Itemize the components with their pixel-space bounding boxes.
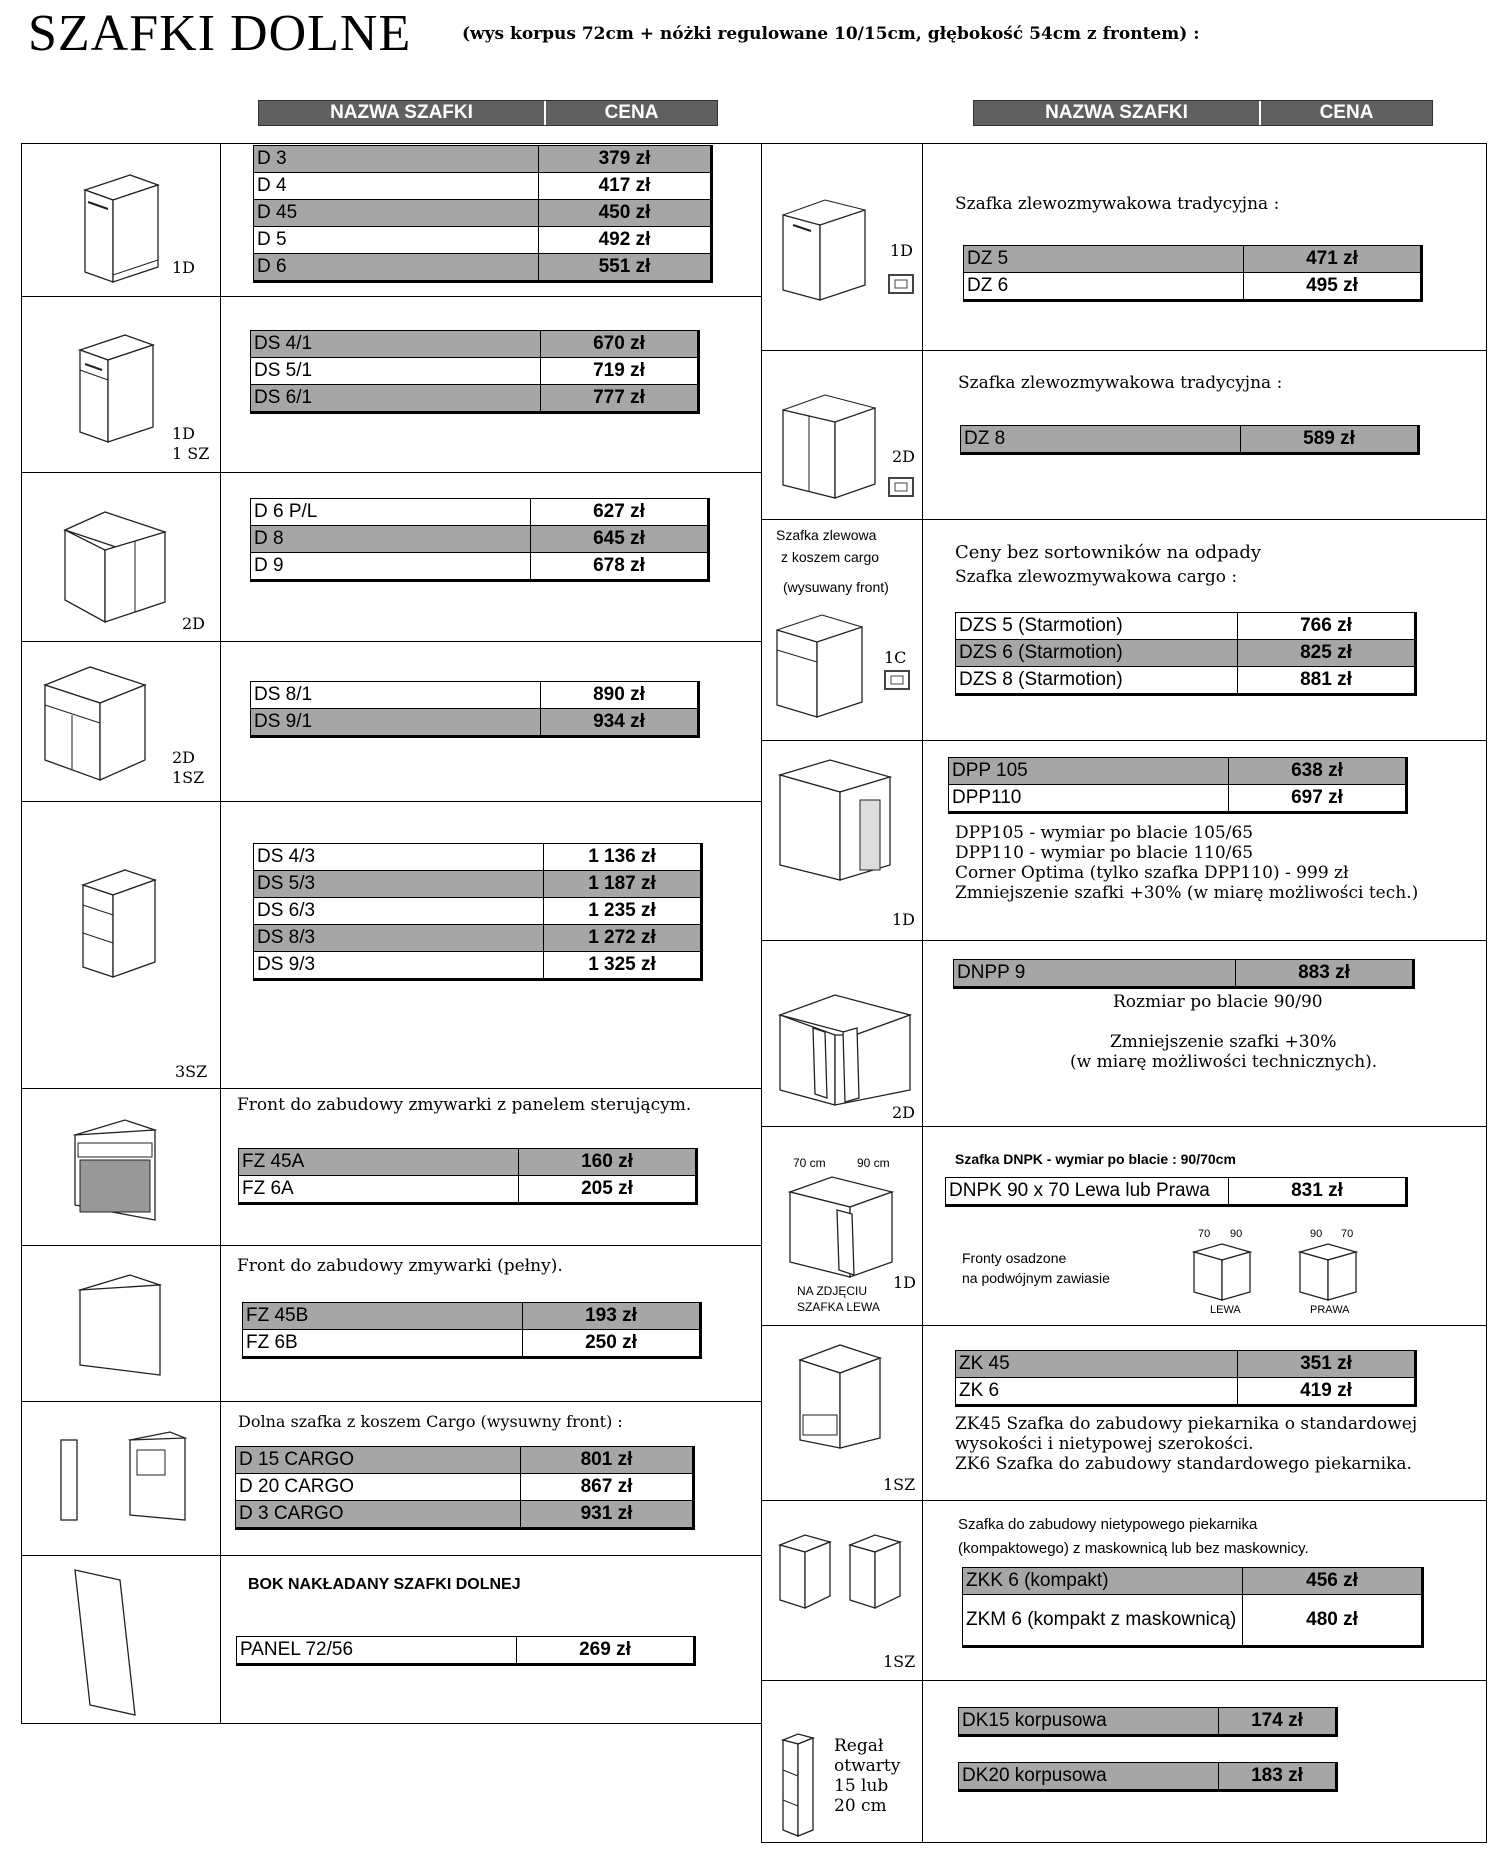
code-label: 2D [892, 447, 916, 466]
price-cell: 931 zł [521, 1501, 694, 1529]
note-line: ZK6 Szafka do zabudowy standardowego piekarnika. [955, 1454, 1412, 1474]
name-cell: DS 6/1 [251, 385, 541, 413]
name-cell: D 15 CARGO [236, 1447, 521, 1474]
price-row [956, 1351, 1416, 1378]
price-table [253, 843, 703, 981]
name-cell: DK20 korpusowa [959, 1763, 1219, 1791]
corner-cabinet-icon [775, 755, 895, 885]
name-cell: DZ 5 [964, 246, 1244, 273]
price-table [960, 425, 1420, 455]
price-row [956, 1378, 1416, 1406]
price-row [251, 709, 699, 737]
note-line: ZK45 Szafka do zabudowy piekarnika o standardowej [955, 1414, 1418, 1434]
price-row [949, 758, 1407, 785]
name-cell: DZS 6 (Starmotion) [956, 640, 1238, 667]
price-row [961, 426, 1419, 454]
price-row [251, 682, 699, 709]
name-cell: DS 9/1 [251, 709, 541, 737]
name-cell: DZ 6 [964, 273, 1244, 301]
price-cell: 883 zł [1236, 960, 1414, 988]
name-cell: DZS 8 (Starmotion) [956, 667, 1238, 695]
price-table [962, 1567, 1424, 1648]
section-description: Szafka zlewozmywakowa tradycyjna : [955, 194, 1280, 214]
name-cell: DZS 5 (Starmotion) [956, 613, 1238, 640]
name-cell: DS 5/1 [251, 358, 541, 385]
cabinet-drawer-icon [70, 320, 170, 450]
price-cell: 417 zł [539, 173, 712, 200]
code-label: 1D [890, 241, 914, 260]
name-cell: FZ 6A [239, 1176, 519, 1204]
price-row [251, 526, 709, 553]
price-row [237, 1637, 695, 1665]
shelf-label: 15 lub [834, 1776, 889, 1796]
section-description: Szafka zlewozmywakowa tradycyjna : [958, 373, 1283, 393]
name-cell: DS 4/3 [254, 844, 544, 871]
price-row [956, 667, 1416, 695]
name-cell: D 3 [254, 146, 539, 173]
price-cell: 495 zł [1244, 273, 1422, 301]
price-cell: 160 zł [519, 1149, 697, 1176]
price-row [959, 1708, 1337, 1736]
page-subtitle: (wys korpus 72cm + nóżki regulowane 10/15cm, głębokość 54cm z frontem) : [462, 24, 1200, 44]
price-cell: 934 zł [541, 709, 699, 737]
cabinet-2d-icon [60, 500, 180, 630]
price-cell: 867 zł [521, 1474, 694, 1501]
corner-cabinet-2d-icon [775, 990, 915, 1110]
price-row [254, 146, 712, 173]
price-cell: 351 zł [1238, 1351, 1416, 1378]
sink-icon [888, 475, 914, 497]
price-cell: 480 zł [1243, 1595, 1423, 1647]
dnpk-cabinet-icon [782, 1172, 902, 1282]
name-cell: D 4 [254, 173, 539, 200]
price-table [953, 959, 1415, 989]
price-row [251, 331, 699, 358]
price-cell: 492 zł [539, 227, 712, 254]
dishwasher-full-front-icon [75, 1270, 175, 1380]
section-description: Szafka DNPK - wymiar po blacie : 90/70cm [955, 1151, 1236, 1167]
price-cell: 627 zł [531, 499, 709, 526]
compact-oven-cabinet-icon [775, 1530, 915, 1630]
price-table [242, 1302, 702, 1359]
price-table [250, 498, 710, 582]
price-cell: 471 zł [1244, 246, 1422, 273]
section-description: Szafka zlewozmywakowa cargo : [955, 567, 1238, 587]
price-cell: 831 zł [1229, 1178, 1407, 1206]
name-cell: D 45 [254, 200, 539, 227]
note-line: Zmniejszenie szafki +30% (w miarę możliwości tech.) [955, 883, 1419, 903]
name-cell: DS 4/1 [251, 331, 541, 358]
shelf-label: Regał [834, 1736, 884, 1756]
col-price-header: CENA [604, 102, 659, 123]
price-cell: 825 zł [1238, 640, 1416, 667]
price-cell: 801 zł [521, 1447, 694, 1474]
code-label: 1D [172, 258, 196, 277]
name-cell: DPP 105 [949, 758, 1229, 785]
sink-cabinet-2d-icon [775, 380, 885, 500]
price-table [250, 681, 700, 738]
name-cell: DS 5/3 [254, 871, 544, 898]
name-cell: D 6 [254, 254, 539, 282]
price-table [250, 330, 700, 414]
price-cell: 450 zł [539, 200, 712, 227]
side-caption: z koszem cargo [781, 549, 880, 565]
dishwasher-front-icon [70, 1115, 170, 1225]
name-cell: ZK 6 [956, 1378, 1238, 1406]
code-label: 1SZ [883, 1652, 916, 1671]
name-cell: FZ 6B [243, 1330, 523, 1358]
price-cell: 551 zł [539, 254, 712, 282]
code-label: 1D [893, 1273, 917, 1292]
section-description: Dolna szafka z koszem Cargo (wysuwny front) : [238, 1412, 623, 1431]
name-cell: ZK 45 [956, 1351, 1238, 1378]
price-cell: 638 zł [1229, 758, 1407, 785]
price-row [251, 358, 699, 385]
side-caption: (wysuwany front) [783, 579, 889, 595]
price-cell: 645 zł [531, 526, 709, 553]
price-row [236, 1501, 694, 1529]
price-cell: 1 272 zł [544, 925, 702, 952]
name-cell: ZKK 6 (kompakt) [963, 1568, 1243, 1595]
price-row [959, 1763, 1337, 1791]
price-row [954, 960, 1414, 988]
name-cell: D 6 P/L [251, 499, 531, 526]
shelf-label: otwarty [834, 1756, 901, 1776]
price-row [243, 1330, 701, 1358]
price-cell: 193 zł [523, 1303, 701, 1330]
fronts-note: Fronty osadzone [962, 1250, 1067, 1266]
fronts-note: na podwójnym zawiasie [962, 1270, 1110, 1286]
variant-label: PRAWA [1310, 1304, 1350, 1316]
price-row [946, 1178, 1407, 1206]
price-cell: 678 zł [531, 553, 709, 581]
price-table [945, 1177, 1408, 1207]
code-label: 2D [182, 614, 206, 633]
price-cell: 1 235 zł [544, 898, 702, 925]
price-table [948, 757, 1408, 814]
name-cell: DPP110 [949, 785, 1229, 813]
name-cell: DK15 korpusowa [959, 1708, 1219, 1736]
price-row [254, 898, 702, 925]
price-cell: 174 zł [1219, 1708, 1337, 1736]
section-description: Front do zabudowy zmywarki (pełny). [237, 1256, 563, 1276]
price-cell: 269 zł [517, 1637, 695, 1665]
photo-caption: NA ZDJĘCIU [797, 1284, 868, 1298]
price-row [963, 1595, 1423, 1647]
price-row [243, 1303, 701, 1330]
price-row [251, 499, 709, 526]
price-row [236, 1474, 694, 1501]
price-row [964, 273, 1422, 301]
price-row [239, 1149, 697, 1176]
name-cell: PANEL 72/56 [237, 1637, 517, 1665]
section-description: (kompaktowego) z maskownicą lub bez maskownicy. [958, 1540, 1309, 1557]
price-row [254, 952, 702, 980]
price-cell: 379 zł [539, 146, 712, 173]
price-table [235, 1446, 695, 1530]
note-line: wysokości i nietypowej szerokości. [955, 1434, 1254, 1454]
price-cell: 697 zł [1229, 785, 1407, 813]
price-cell: 183 zł [1219, 1763, 1337, 1791]
name-cell: D 3 CARGO [236, 1501, 521, 1529]
open-shelf-icon [778, 1730, 828, 1840]
price-row [254, 871, 702, 898]
price-table [253, 145, 713, 283]
right-table-header [973, 100, 1433, 126]
dimension-label: 70 cm [793, 1156, 826, 1170]
section-description: BOK NAKŁADANY SZAFKI DOLNEJ [248, 1576, 521, 1593]
cabinet-3-drawers-icon [75, 855, 175, 985]
code-label: 1C [884, 648, 907, 667]
cargo-cabinet-icon [55, 1430, 195, 1530]
price-row [254, 254, 712, 282]
price-row [236, 1447, 694, 1474]
col-name-header: NAZWA SZAFKI [974, 101, 1261, 125]
name-cell: D 5 [254, 227, 539, 254]
code-label: 1SZ [172, 768, 205, 787]
price-row [254, 200, 712, 227]
dimension-label: 90 cm [857, 1156, 890, 1170]
note-line: Rozmiar po blacie 90/90 [1113, 992, 1323, 1012]
code-label: 1 SZ [172, 444, 210, 463]
name-cell: DNPK 90 x 70 Lewa lub Prawa [946, 1178, 1229, 1206]
left-table-header [258, 100, 718, 126]
side-caption: Szafka zlewowa [776, 527, 877, 543]
price-row [254, 844, 702, 871]
price-cell: 766 zł [1238, 613, 1416, 640]
code-label: 2D [892, 1103, 916, 1122]
price-cell: 890 zł [541, 682, 699, 709]
price-row [963, 1568, 1423, 1595]
price-cell: 205 zł [519, 1176, 697, 1204]
cabinet-2d-drawer-icon [40, 655, 150, 785]
price-table [963, 245, 1423, 302]
price-cell: 881 zł [1238, 667, 1416, 695]
price-table [958, 1762, 1338, 1792]
col-name-header: NAZWA SZAFKI [259, 101, 546, 125]
code-label: 2D [172, 748, 196, 767]
sink-cabinet-1d-icon [775, 185, 875, 305]
page-title: SZAFKI DOLNE [28, 5, 412, 62]
code-label: 3SZ [175, 1062, 208, 1081]
shelf-label: 20 cm [834, 1796, 887, 1816]
col-price-header: CENA [1319, 102, 1374, 123]
name-cell: FZ 45A [239, 1149, 519, 1176]
price-cell: 1 187 zł [544, 871, 702, 898]
price-row [239, 1176, 697, 1204]
price-row [964, 246, 1422, 273]
name-cell: DS 8/3 [254, 925, 544, 952]
name-cell: D 20 CARGO [236, 1474, 521, 1501]
note-line: DPP110 - wymiar po blacie 110/65 [955, 843, 1254, 863]
price-table [238, 1148, 698, 1205]
price-table [958, 1707, 1338, 1737]
note-line: Zmniejszenie szafki +30% [1110, 1032, 1337, 1052]
name-cell: DZ 8 [961, 426, 1241, 454]
price-cell: 1 136 zł [544, 844, 702, 871]
name-cell: D 8 [251, 526, 531, 553]
name-cell: DS 8/1 [251, 682, 541, 709]
code-label: 1D [892, 910, 916, 929]
price-cell: 777 zł [541, 385, 699, 413]
sink-cargo-icon [772, 605, 872, 725]
price-cell: 670 zł [541, 331, 699, 358]
price-row [956, 613, 1416, 640]
note-line: DPP105 - wymiar po blacie 105/65 [955, 823, 1254, 843]
price-cell: 419 zł [1238, 1378, 1416, 1406]
price-cell: 456 zł [1243, 1568, 1423, 1595]
name-cell: DNPP 9 [954, 960, 1236, 988]
price-row [254, 227, 712, 254]
price-row [251, 553, 709, 581]
section-description: Szafka do zabudowy nietypowego piekarnika [958, 1516, 1258, 1533]
name-cell: FZ 45B [243, 1303, 523, 1330]
sink-icon [884, 668, 910, 690]
price-row [254, 925, 702, 952]
oven-cabinet-icon [795, 1340, 885, 1450]
price-row [254, 173, 712, 200]
price-cell: 719 zł [541, 358, 699, 385]
sink-icon [888, 272, 914, 294]
right-variant-icon [1298, 1242, 1358, 1302]
name-cell: D 9 [251, 553, 531, 581]
side-panel-icon [60, 1565, 160, 1720]
section-note: Ceny bez sortowników na odpady [955, 542, 1262, 563]
note-line: Corner Optima (tylko szafka DPP110) - 999 zł [955, 863, 1349, 883]
price-row [949, 785, 1407, 813]
price-row [251, 385, 699, 413]
cabinet-1d-icon [70, 160, 170, 290]
note-line: (w miarę możliwości technicznych). [1070, 1052, 1378, 1072]
variant-label: LEWA [1210, 1304, 1241, 1316]
left-variant-icon [1192, 1242, 1252, 1302]
code-label: 1SZ [883, 1475, 916, 1494]
price-table [236, 1636, 696, 1666]
name-cell: DS 6/3 [254, 898, 544, 925]
code-label: 1D [172, 424, 196, 443]
price-row [956, 640, 1416, 667]
price-cell: 1 325 zł [544, 952, 702, 980]
price-cell: 589 zł [1241, 426, 1419, 454]
price-table [955, 612, 1417, 696]
photo-caption: SZAFKA LEWA [797, 1300, 880, 1314]
price-cell: 250 zł [523, 1330, 701, 1358]
name-cell: ZKM 6 (kompakt z maskownicą) [963, 1595, 1243, 1647]
name-cell: DS 9/3 [254, 952, 544, 980]
section-description: Front do zabudowy zmywarki z panelem sterującym. [237, 1095, 692, 1115]
price-table [955, 1350, 1417, 1407]
